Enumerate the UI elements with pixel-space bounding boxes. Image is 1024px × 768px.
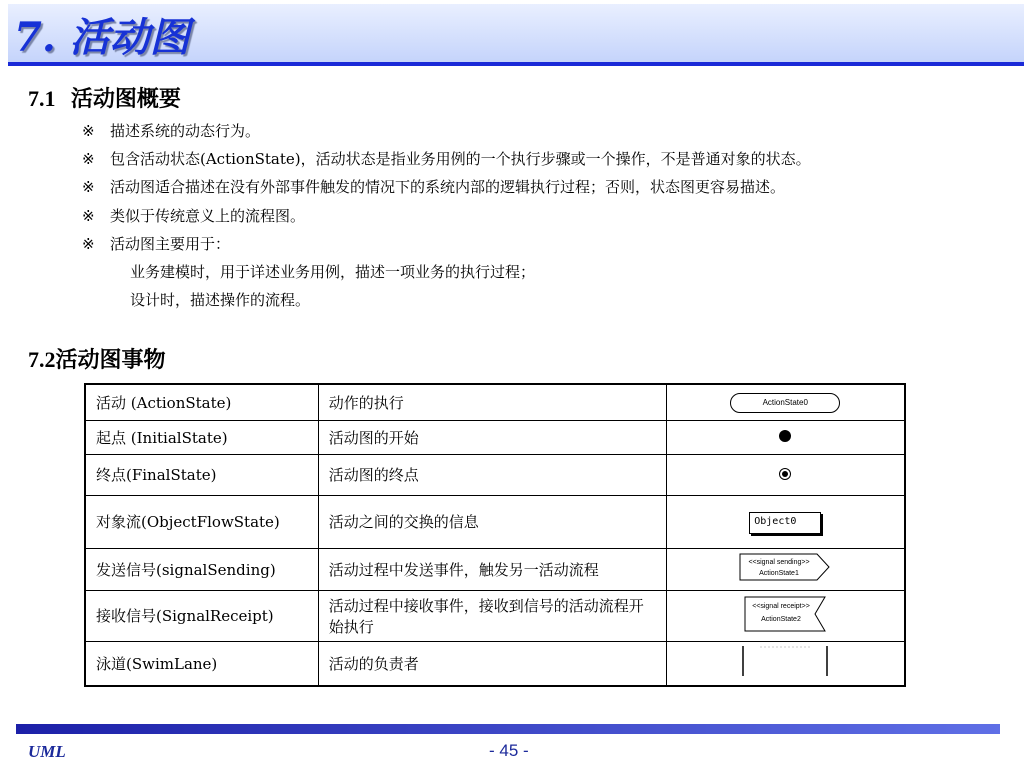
element-symbol-cell — [666, 454, 905, 495]
element-symbol-cell — [666, 641, 905, 686]
signal-sending-label: ActionState1 — [759, 570, 800, 577]
section-title: 活动图事物 — [55, 347, 166, 373]
element-name: 接收信号(SignalReceipt) — [85, 590, 318, 641]
element-symbol-cell — [666, 548, 905, 590]
table-row — [85, 495, 905, 548]
element-name: 发送信号(signalSending) — [85, 548, 318, 590]
bullet-mark: ※ — [82, 122, 95, 140]
action-state-symbol: ActionState0 — [730, 393, 840, 413]
page-number: - 45 - — [489, 741, 529, 760]
bullet-text: 包含活动状态(ActionState)，活动状态是指业务用例的一个执行步骤或一个操作，不是普通对象的状态。 — [110, 150, 811, 169]
element-name: 终点(FinalState) — [85, 454, 318, 495]
bullet-item — [82, 230, 1012, 258]
element-description: 活动过程中发送事件，触发另一活动流程 — [318, 548, 666, 590]
table-row — [85, 548, 905, 590]
section-heading-overview — [28, 82, 181, 113]
initial-state-symbol — [779, 430, 791, 442]
table-row — [85, 384, 905, 420]
element-description: 活动图的开始 — [318, 420, 666, 454]
bullet-text: 描述系统的动态行为。 — [110, 122, 261, 140]
element-name: 起点 (InitialState) — [85, 420, 318, 454]
section-title: 活动图概要 — [70, 86, 181, 112]
bullet-item — [82, 117, 1012, 145]
element-description: 活动的负责者 — [318, 641, 666, 686]
table-row — [85, 420, 905, 454]
signal-receipt-symbol — [744, 596, 826, 632]
table-row — [85, 641, 905, 686]
element-symbol-cell — [666, 384, 905, 420]
bullet-item — [82, 145, 1012, 173]
footer-bar — [16, 724, 1000, 734]
element-name: 泳道(SwimLane) — [85, 641, 318, 686]
bullet-text: 活动图主要用于： — [110, 234, 231, 253]
section-number: 7.2 — [28, 347, 56, 372]
table-row — [85, 454, 905, 495]
bullet-text: 活动图适合描述在没有外部事件触发的情况下的系统内部的逻辑执行过程；否则，状态图更容易描述。 — [110, 178, 786, 197]
sub-item: 业务建模时，用于详述业务用例，描述一项业务的执行过程； — [130, 263, 536, 282]
element-description: 动作的执行 — [318, 384, 666, 420]
bullet-item — [82, 202, 1012, 230]
slide-title: 7. 活动图 — [14, 14, 190, 61]
signal-sending-stereotype: <<signal sending>> — [748, 559, 810, 566]
element-description: 活动过程中接收事件，接收到信号的活动流程开始执行 — [318, 590, 666, 641]
element-description: 活动之间的交换的信息 — [318, 495, 666, 548]
footer-course-label: UML — [28, 742, 66, 761]
signal-sending-symbol — [739, 553, 831, 581]
bullet-mark: ※ — [82, 234, 95, 253]
section-number: 7.1 — [28, 86, 56, 111]
bullet-text: 类似于传统意义上的流程图。 — [110, 206, 306, 225]
section-heading-elements — [28, 343, 166, 374]
final-state-symbol — [779, 468, 791, 480]
activity-elements-table — [84, 383, 906, 687]
signal-receipt-stereotype: <<signal receipt>> — [752, 602, 811, 610]
element-symbol-cell — [666, 420, 905, 454]
swimlane-symbol — [740, 644, 830, 678]
bullet-mark: ※ — [82, 150, 95, 169]
element-description: 活动图的终点 — [318, 454, 666, 495]
bullet-item — [82, 173, 1012, 201]
bullet-mark: ※ — [82, 206, 95, 225]
element-name: 活动 (ActionState) — [85, 384, 318, 420]
object-flow-symbol: Object0 — [749, 512, 821, 534]
table-row — [85, 590, 905, 641]
signal-receipt-label: ActionState2 — [761, 615, 802, 623]
bullet-mark: ※ — [82, 178, 95, 197]
element-name: 对象流(ObjectFlowState) — [85, 495, 318, 548]
sub-item: 设计时，描述操作的流程。 — [130, 291, 311, 310]
element-symbol-cell — [666, 495, 905, 548]
bullet-list — [82, 117, 1012, 314]
element-symbol-cell — [666, 590, 905, 641]
